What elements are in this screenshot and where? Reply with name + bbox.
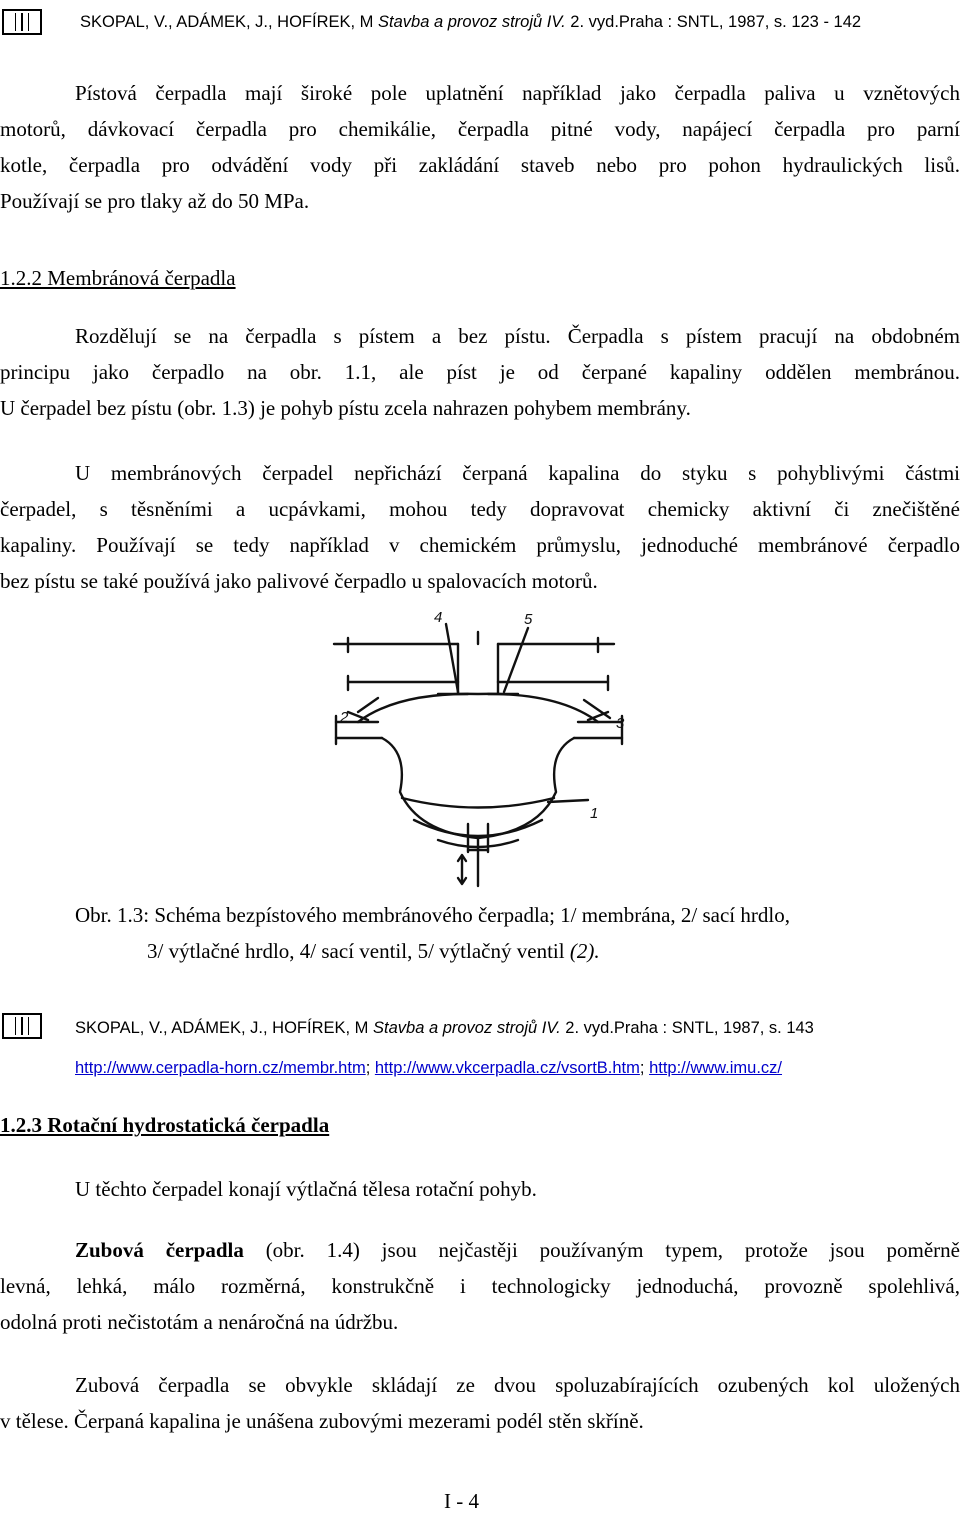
top-housing <box>334 638 458 652</box>
link-vkcerpadla[interactable]: http://www.vkcerpadla.cz/vsortB.htm <box>374 1059 640 1077</box>
para4: U těchto čerpadel konají výtlačná tělesa rotační pohyb. <box>75 1177 537 1201</box>
para2-line-1: Rozdělují se na čerpadla s pístem a bez pístu. Čerpadla s pístem pracují na obdobném <box>75 324 960 348</box>
para1-line-2: motorů, dávkovací čerpadla pro chemikálie, čerpadla pitné vody, napájecí čerpadla pro parní <box>0 117 960 141</box>
reference-1 <box>80 13 861 32</box>
figure-caption-line-2 <box>147 939 600 964</box>
motion-arrow <box>458 855 466 884</box>
para5-line-2: levná, lehká, málo rozměrná, konstrukčně i technologicky jednoduchá, provozně spolehlivá, <box>0 1274 960 1298</box>
para1-line-4: Používají se pro tlaky až do 50 MPa. <box>0 189 310 213</box>
reference-2 <box>75 1019 814 1038</box>
label-5: 5 <box>524 611 533 628</box>
link-separator-2: ; <box>639 1059 650 1077</box>
link-separator-1: ; <box>365 1059 375 1077</box>
para3-line-1: U membránových čerpadel nepřichází čerpaná kapalina do styku s pohyblivými částmi <box>75 461 960 485</box>
para1-line-3: kotle, čerpadla pro odvádění vody při zakládání staveb nebo pro pohon hydraulických lisů. <box>0 153 960 177</box>
caption-line-2-text: 3/ výtlačné hrdlo, 4/ sací ventil, 5/ výtlačný ventil <box>147 939 570 963</box>
link-imu[interactable]: http://www.imu.cz/ <box>649 1059 783 1077</box>
delivery-pipe <box>574 722 622 738</box>
para3-line-4: bez pístu se také používá jako palivové čerpadlo u spalovacích motorů. <box>0 569 598 593</box>
book-icon-2 <box>2 1013 42 1039</box>
para5-line-1 <box>75 1238 960 1263</box>
ref2-title: Stavba a provoz strojů IV. <box>373 1019 561 1037</box>
section-heading-1-2-3: 1.2.3 Rotační hydrostatická čerpadla <box>0 1113 330 1137</box>
para5-bold-term: Zubová čerpadla <box>75 1238 244 1262</box>
membrane <box>402 798 554 808</box>
link-cerpadla-horn[interactable]: http://www.cerpadla-horn.cz/membr.htm <box>75 1059 366 1077</box>
reference-links <box>75 1059 782 1078</box>
para2-line-3: U čerpadel bez pístu (obr. 1.3) je pohyb pístu zcela nahrazen pohybem membrány. <box>0 396 691 420</box>
label-2: 2 <box>340 709 349 726</box>
ref1-authors: SKOPAL, V., ADÁMEK, J., HOFÍREK, M <box>80 13 378 31</box>
page-number: I - 4 <box>444 1489 479 1513</box>
para5-line-1-rest: (obr. 1.4) jsou nejčastěji používaným typem, protože jsou poměrně <box>243 1238 960 1262</box>
ref2-authors: SKOPAL, V., ADÁMEK, J., HOFÍREK, M <box>75 1019 373 1037</box>
caption-reference: (2). <box>569 939 600 963</box>
para5-line-3: odolná proti nečistotám a nenáročná na údržbu. <box>0 1310 399 1334</box>
para3-line-2: čerpadel, s těsněními a ucpávkami, mohou tedy dopravovat chemicky aktivní či znečištěné <box>0 497 960 521</box>
ref2-details: 2. vyd.Praha : SNTL, 1987, s. 143 <box>560 1019 814 1037</box>
section-heading-1-2-2: 1.2.2 Membránová čerpadla <box>0 266 236 290</box>
para6-line-1: Zubová čerpadla se obvykle skládají ze dvou spoluzabírajících ozubených kol uložených <box>75 1373 960 1397</box>
label-4: 4 <box>434 609 443 626</box>
suction-valve <box>438 682 468 694</box>
book-icon <box>2 9 42 35</box>
para1-line-1: Pístová čerpadla mají široké pole uplatnění například jako čerpadla paliva u vznětových <box>75 81 960 105</box>
para2-line-2: principu jako čerpadlo na obr. 1.1, ale píst je od čerpané kapaliny oddělen membránou. <box>0 360 960 384</box>
para3-line-3: kapaliny. Používají se tedy například v chemickém průmyslu, jednoduché membránové čerpadlo <box>0 533 960 557</box>
para6-line-2: v tělese. Čerpaná kapalina je unášena zubovými mezerami podél stěn skříně. <box>0 1409 644 1433</box>
figure-caption-line-1: Obr. 1.3: Schéma bezpístového membránového čerpadla; 1/ membrána, 2/ sací hrdlo, <box>75 903 790 927</box>
piston-rod <box>468 838 488 886</box>
ref1-details: 2. vyd.Praha : SNTL, 1987, s. 123 - 142 <box>565 13 862 31</box>
label-3: 3 <box>616 715 625 732</box>
pump-chamber <box>358 694 598 722</box>
label-1: 1 <box>590 805 599 822</box>
ref1-title: Stavba a provoz strojů IV. <box>378 13 566 31</box>
membrane-pump-diagram <box>318 602 648 892</box>
